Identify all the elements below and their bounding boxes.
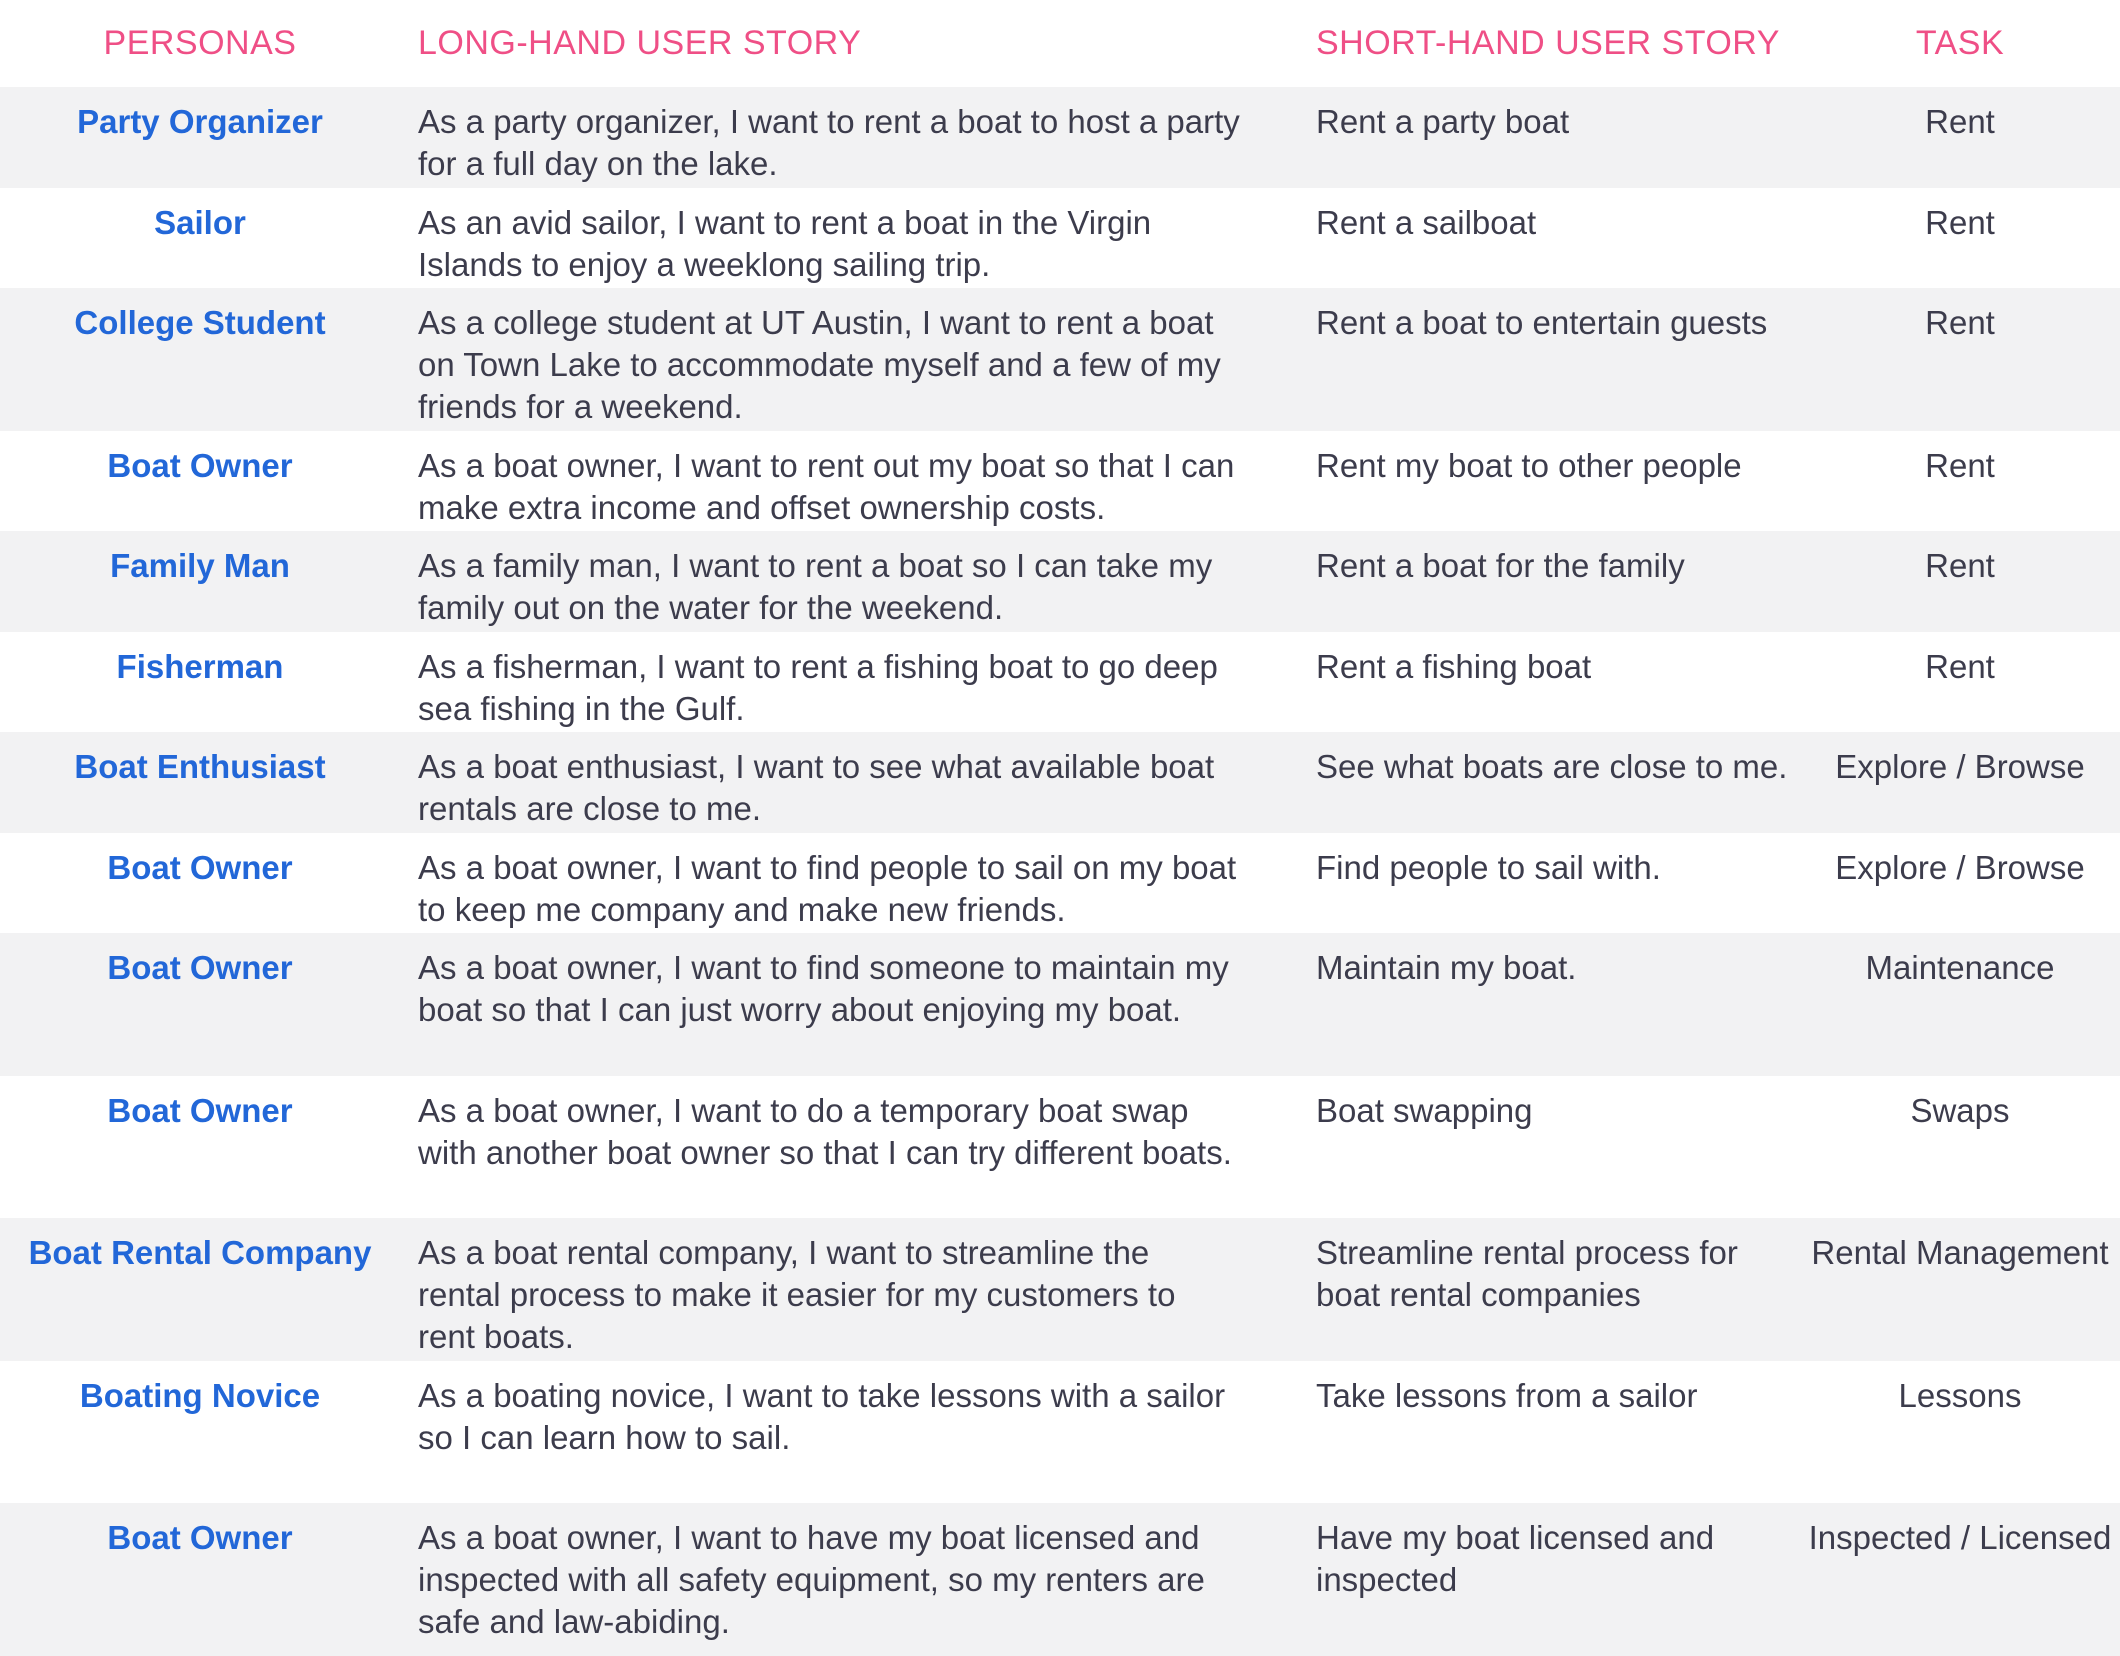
persona-cell: Boat Owner bbox=[107, 949, 293, 986]
persona-cell: College Student bbox=[74, 304, 326, 341]
table-row bbox=[0, 188, 2120, 288]
task-cell: Rental Management bbox=[1811, 1234, 2109, 1271]
short-story-cell: Rent my boat to other people bbox=[1316, 447, 1742, 484]
table-row bbox=[0, 1361, 2120, 1503]
long-story-cell: As a boat owner, I want to rent out my boat so that I can make extra income and offset ownership costs. bbox=[418, 447, 1235, 526]
persona-cell: Family Man bbox=[110, 547, 290, 584]
long-story-cell: As a party organizer, I want to rent a boat to host a party for a full day on the lake. bbox=[418, 103, 1240, 182]
short-story-cell: Maintain my boat. bbox=[1316, 949, 1577, 986]
table-header bbox=[0, 0, 2120, 87]
long-story-cell: As a college student at UT Austin, I want to rent a boat on Town Lake to accommodate myself and a few of my friends for a weekend. bbox=[418, 304, 1221, 425]
task-cell: Rent bbox=[1925, 204, 1995, 241]
persona-cell: Boating Novice bbox=[79, 1377, 321, 1414]
persona-cell: Boat Owner bbox=[107, 447, 293, 484]
task-cell: Inspected / Licensed bbox=[1808, 1519, 2112, 1556]
short-story-cell: Boat swapping bbox=[1316, 1092, 1533, 1129]
persona-cell: Boat Enthusiast bbox=[74, 748, 326, 785]
table-row bbox=[0, 933, 2120, 1076]
table-row bbox=[0, 288, 2120, 431]
task-cell: Rent bbox=[1925, 547, 1995, 584]
persona-cell: Fisherman bbox=[116, 648, 284, 685]
persona-cell: Boat Rental Company bbox=[28, 1234, 372, 1271]
persona-cell: Party Organizer bbox=[77, 103, 323, 140]
task-cell: Rent bbox=[1925, 648, 1995, 685]
persona-cell: Boat Owner bbox=[107, 849, 293, 886]
short-story-cell: Rent a fishing boat bbox=[1316, 648, 1592, 685]
table-row bbox=[0, 1218, 2120, 1361]
header-task: TASK bbox=[1915, 24, 2005, 62]
long-story-cell: As a boat owner, I want to find someone to maintain my boat so that I can just worry about enjoying my boat. bbox=[418, 949, 1229, 1028]
long-story-cell: As a boat owner, I want to find people to sail on my boat to keep me company and make new friends. bbox=[418, 849, 1237, 928]
task-cell: Maintenance bbox=[1865, 949, 2055, 986]
table-row bbox=[0, 1503, 2120, 1656]
table-row bbox=[0, 732, 2120, 833]
long-story-cell: As a boat enthusiast, I want to see what available boat rentals are close to me. bbox=[418, 748, 1215, 827]
short-story-cell: Streamline rental process for boat rental companies bbox=[1316, 1234, 1738, 1313]
short-story-cell: Rent a boat for the family bbox=[1316, 547, 1685, 584]
table-row bbox=[0, 632, 2120, 732]
short-story-cell: Have my boat licensed and inspected bbox=[1316, 1519, 1715, 1598]
table-row bbox=[0, 531, 2120, 632]
long-story-cell: As a boat rental company, I want to streamline the rental process to make it easier for my customers to rent boats. bbox=[418, 1234, 1176, 1355]
short-story-cell: Rent a sailboat bbox=[1316, 204, 1537, 241]
persona-cell: Boat Owner bbox=[107, 1092, 293, 1129]
long-story-cell: As a family man, I want to rent a boat so I can take my family out on the water for the weekend. bbox=[418, 547, 1213, 626]
long-story-cell: As a boat owner, I want to have my boat licensed and inspected with all safety equipment, so my renters are safe and law-abiding. bbox=[418, 1519, 1205, 1640]
header-long-hand: LONG-HAND USER STORY bbox=[418, 24, 862, 62]
persona-cell: Boat Owner bbox=[107, 1519, 293, 1556]
persona-cell: Sailor bbox=[154, 204, 246, 241]
table-row bbox=[0, 833, 2120, 933]
header-short-hand: SHORT-HAND USER STORY bbox=[1316, 24, 1780, 62]
table-row bbox=[0, 1076, 2120, 1218]
long-story-cell: As a fisherman, I want to rent a fishing boat to go deep sea fishing in the Gulf. bbox=[418, 648, 1218, 727]
task-cell: Rent bbox=[1925, 304, 1995, 341]
table-row bbox=[0, 87, 2120, 188]
table-row bbox=[0, 431, 2120, 531]
long-story-cell: As a boat owner, I want to do a temporary boat swap with another boat owner so that I can try different boats. bbox=[418, 1092, 1232, 1171]
short-story-cell: Find people to sail with. bbox=[1316, 849, 1661, 886]
task-cell: Rent bbox=[1925, 103, 1995, 140]
short-story-cell: Rent a boat to entertain guests bbox=[1316, 304, 1768, 341]
task-cell: Explore / Browse bbox=[1835, 748, 2085, 785]
long-story-cell: As an avid sailor, I want to rent a boat in the Virgin Islands to enjoy a weeklong sailing trip. bbox=[418, 204, 1152, 283]
short-story-cell: See what boats are close to me. bbox=[1316, 748, 1788, 785]
task-cell: Explore / Browse bbox=[1835, 849, 2085, 886]
short-story-cell: Rent a party boat bbox=[1316, 103, 1570, 140]
short-story-cell: Take lessons from a sailor bbox=[1316, 1377, 1698, 1414]
header-personas: PERSONAS bbox=[103, 24, 297, 62]
task-cell: Swaps bbox=[1910, 1092, 2010, 1129]
long-story-cell: As a boating novice, I want to take lessons with a sailor so I can learn how to sail. bbox=[418, 1377, 1226, 1456]
task-cell: Rent bbox=[1925, 447, 1995, 484]
task-cell: Lessons bbox=[1898, 1377, 2022, 1414]
